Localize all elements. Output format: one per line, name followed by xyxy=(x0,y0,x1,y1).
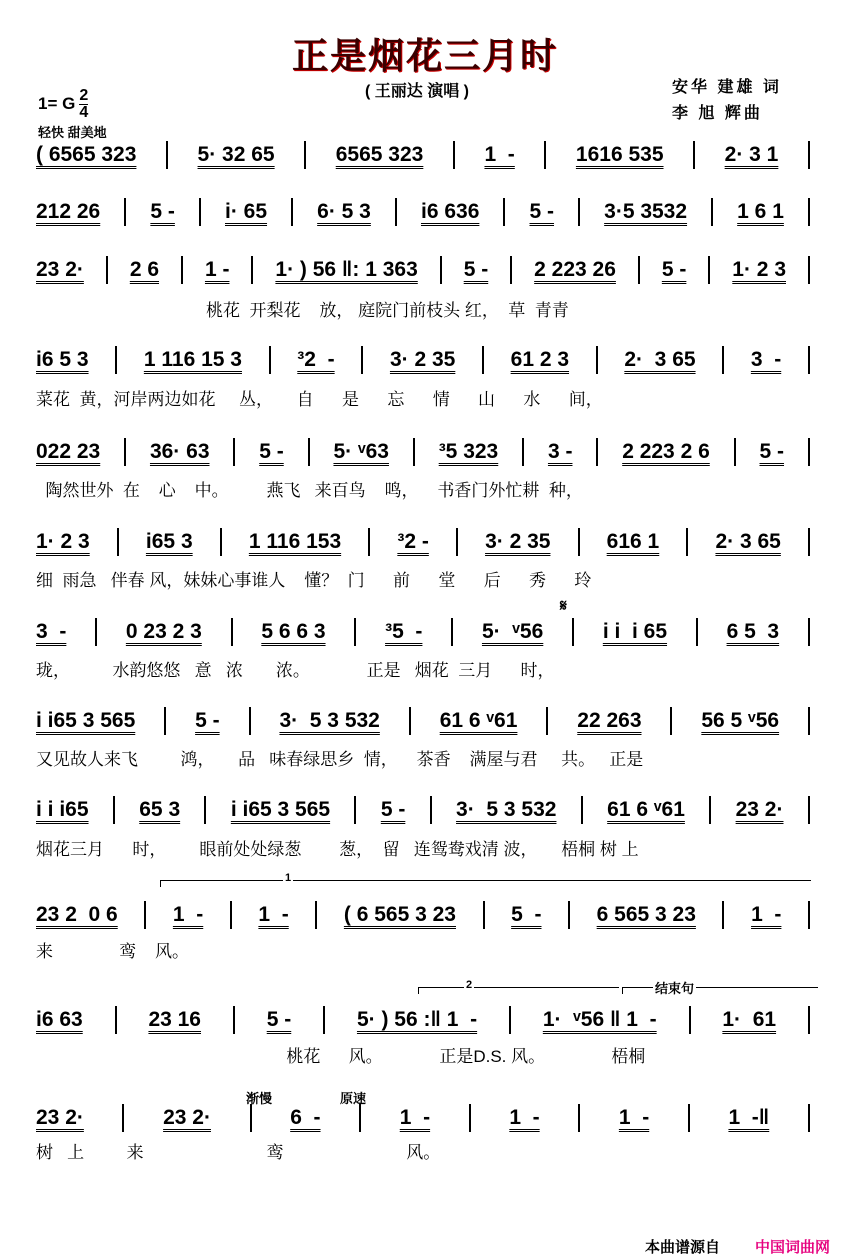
measure: 5· ᵛ63 xyxy=(333,440,389,463)
measure: 61 6 ᵛ61 xyxy=(439,709,518,732)
rit-marking: 渐慢 xyxy=(246,1091,273,1106)
measure: 3· 2 35 xyxy=(485,530,551,553)
bar-line xyxy=(199,198,201,226)
volta-2 xyxy=(418,979,619,994)
bar-line xyxy=(808,346,810,374)
bar-line xyxy=(711,198,713,226)
measure: 61 2 3 xyxy=(510,348,570,371)
bar-line xyxy=(361,346,363,374)
measure: 6565 323 xyxy=(335,143,424,166)
measure: 1 - xyxy=(258,903,289,926)
measure: 3 - xyxy=(750,348,782,371)
bar-line xyxy=(578,1104,580,1132)
lyrics-line: 珑， 水韵悠悠 意 浓 浓。 正是 烟花 三月 时， xyxy=(36,661,555,680)
measure: 3 - xyxy=(547,440,573,463)
measure: 5 - xyxy=(259,440,284,463)
measure: 1 6 1 xyxy=(737,200,784,223)
time-num: 2 xyxy=(79,87,89,104)
bar-line xyxy=(308,438,310,466)
measure: ³5 - xyxy=(385,620,423,643)
volta-2-label: 2 xyxy=(466,979,473,991)
measure: 1 - xyxy=(509,1106,540,1129)
measure: 212 26 xyxy=(36,200,101,223)
measure: 1 - xyxy=(399,1106,431,1129)
bar-line xyxy=(483,901,485,929)
measure: 65 3 xyxy=(139,798,181,821)
score-line xyxy=(36,140,810,170)
bar-line xyxy=(95,618,97,646)
bar-line xyxy=(124,198,126,226)
bar-line xyxy=(117,528,119,556)
measure: 1· 61 xyxy=(722,1008,777,1031)
bar-line xyxy=(291,198,293,226)
measure: 3· 5 3 532 xyxy=(279,709,380,732)
measure: ³5 323 xyxy=(438,440,499,463)
bar-line xyxy=(250,1104,252,1132)
bar-line xyxy=(354,618,356,646)
bar-line xyxy=(115,1006,117,1034)
bar-line xyxy=(686,528,688,556)
bar-line xyxy=(368,528,370,556)
ending-label: 结束句 xyxy=(653,978,696,997)
bar-line xyxy=(440,256,442,284)
score-line xyxy=(36,345,810,375)
measure: 1 - xyxy=(204,258,230,281)
bar-line xyxy=(482,346,484,374)
measure: 5 - xyxy=(759,440,785,463)
score-line xyxy=(36,437,810,467)
measure: 1· 2 3 xyxy=(36,530,90,553)
bar-line xyxy=(693,141,695,169)
bar-line xyxy=(670,707,672,735)
tempo-marking: 轻快 甜美地 xyxy=(38,125,107,140)
measure: 2· 3 65 xyxy=(624,348,696,371)
bar-line xyxy=(453,141,455,169)
bar-line xyxy=(808,796,810,824)
footer-source: 本曲谱源自 xyxy=(645,1239,721,1256)
bar-line xyxy=(546,707,548,735)
measure: 3· 2 35 xyxy=(389,348,456,371)
bar-line xyxy=(578,528,580,556)
measure: ³2 - xyxy=(397,530,429,553)
measure: 1616 535 xyxy=(575,143,664,166)
lyrics-line: 烟花三月 时， 眼前处处绿葱 葱， 留 连鸳鸯戏清 波， 梧桐 树 上 xyxy=(36,840,639,859)
bar-line xyxy=(808,1006,810,1034)
measure: i i65 3 565 xyxy=(36,709,136,732)
bar-line xyxy=(204,796,206,824)
composer: 李 旭 辉曲 xyxy=(672,105,763,122)
measure: 3·5 3532 xyxy=(604,200,688,223)
measure: i i i65 xyxy=(36,798,89,821)
measure: 2· 3 1 xyxy=(724,143,779,166)
lyricist: 安华 建雄 词 xyxy=(672,79,782,96)
time-den: 4 xyxy=(79,104,89,121)
measure: 2 223 26 xyxy=(534,258,616,281)
measure: i i65 3 565 xyxy=(230,798,331,821)
measure: 6 5 3 xyxy=(726,620,780,643)
bar-line xyxy=(315,901,317,929)
bar-line xyxy=(808,618,810,646)
measure: 5 6 6 3 xyxy=(261,620,326,643)
bar-line xyxy=(808,438,810,466)
measure: 23 2· xyxy=(36,258,84,281)
lyrics-line: 桃花 开梨花 放， 庭院门前枝头 红， 草 青青 xyxy=(36,301,569,320)
measure: 23 16 xyxy=(148,1008,201,1031)
bar-line xyxy=(269,346,271,374)
measure: ( 6 565 3 23 xyxy=(343,903,456,926)
measure: 6· 5 3 xyxy=(317,200,371,223)
measure: i· 65 xyxy=(225,200,268,223)
score-line xyxy=(36,617,810,647)
measure: 5 - xyxy=(529,200,555,223)
bar-line xyxy=(689,1006,691,1034)
lyrics-line: 细 雨急 伴春 风，妹妹心事谁人 懂？ 门 前 堂 后 秀 玲 xyxy=(36,571,592,590)
measure: 6 - xyxy=(290,1106,321,1129)
measure: i6 5 3 xyxy=(36,348,89,371)
lyrics-line: 陶然世外 在 心 中。 燕飞 来百鸟 鸣， 书香门外忙耕 种， xyxy=(36,481,583,500)
bar-line xyxy=(251,256,253,284)
measure: 1 - xyxy=(618,1106,650,1129)
bar-line xyxy=(233,1006,235,1034)
bar-line xyxy=(568,901,570,929)
bar-line xyxy=(708,256,710,284)
bar-line xyxy=(451,618,453,646)
volta-1-label: 1 xyxy=(285,872,292,884)
measure: 1· 2 3 xyxy=(732,258,786,281)
measure: 1 116 15 3 xyxy=(143,348,242,371)
bar-line xyxy=(144,901,146,929)
lyrics-line: 来 鸾 风。 xyxy=(36,942,190,961)
measure: 56 5 ᵛ56 xyxy=(701,709,780,732)
bar-line xyxy=(808,1104,810,1132)
bar-line xyxy=(696,618,698,646)
bar-line xyxy=(166,141,168,169)
bar-line xyxy=(395,198,397,226)
measure: 0 23 2 3 xyxy=(125,620,202,643)
measure: 5 - xyxy=(661,258,687,281)
song-title: 正是烟花三月时 xyxy=(291,35,558,76)
bar-line xyxy=(413,438,415,466)
measure: 36· 63 xyxy=(149,440,210,463)
measure: 1 116 153 xyxy=(248,530,342,553)
measure: 2 223 2 6 xyxy=(622,440,710,463)
measure: ( 6565 323 xyxy=(36,143,137,166)
bar-line xyxy=(596,438,598,466)
bar-line xyxy=(304,141,306,169)
bar-line xyxy=(734,438,736,466)
bar-line xyxy=(354,796,356,824)
bar-line xyxy=(572,618,574,646)
measure: i6 636 xyxy=(420,200,480,223)
lyrics-line: 菜花 黄，河岸两边如花 丛， 自 是 忘 情 山 水 间， xyxy=(36,390,603,409)
measure: i65 3 xyxy=(145,530,193,553)
lyrics-line: 树 上 来 鸾 风。 xyxy=(36,1143,441,1162)
measure: 3 - xyxy=(36,620,67,643)
measure: 022 23 xyxy=(36,440,101,463)
measure: 5 - xyxy=(380,798,406,821)
bar-line xyxy=(709,796,711,824)
bar-line xyxy=(359,1104,361,1132)
key-signature xyxy=(38,88,88,121)
score-line xyxy=(36,255,810,285)
bar-line xyxy=(430,796,432,824)
bar-line xyxy=(115,346,117,374)
score-line xyxy=(36,795,810,825)
bar-line xyxy=(106,256,108,284)
measure: 5 - xyxy=(266,1008,292,1031)
measure: 616 1 xyxy=(606,530,660,553)
measure: i6 63 xyxy=(36,1008,83,1031)
measure: 1 - xyxy=(172,903,204,926)
bar-line xyxy=(578,198,580,226)
bar-line xyxy=(122,1104,124,1132)
volta-1 xyxy=(160,872,811,887)
bar-line xyxy=(808,707,810,735)
bar-line xyxy=(544,141,546,169)
measure: 6 565 3 23 xyxy=(596,903,696,926)
bar-line xyxy=(722,901,724,929)
bar-line xyxy=(230,901,232,929)
measure: 22 263 xyxy=(577,709,642,732)
measure: 23 2· xyxy=(163,1106,211,1129)
ending-bracket xyxy=(622,981,818,996)
bar-line xyxy=(808,198,810,226)
bar-line xyxy=(688,1104,690,1132)
bar-line xyxy=(113,796,115,824)
singer: ( 王丽达 演唱 ) xyxy=(365,83,469,100)
measure: 23 2· xyxy=(36,1106,84,1129)
bar-line xyxy=(596,346,598,374)
measure: 3· 5 3 532 xyxy=(456,798,557,821)
bar-line xyxy=(124,438,126,466)
bar-line xyxy=(522,438,524,466)
score-line xyxy=(36,1005,810,1035)
bar-line xyxy=(323,1006,325,1034)
measure: 5 - xyxy=(511,903,542,926)
bar-line xyxy=(469,1104,471,1132)
measure: 1 - xyxy=(751,903,782,926)
lyrics-line: 桃花 风。 正是D.S. 风。 梧桐 xyxy=(36,1047,646,1066)
time-signature xyxy=(79,88,88,121)
bar-line xyxy=(808,141,810,169)
bar-line xyxy=(509,1006,511,1034)
measure: 23 2· xyxy=(735,798,784,821)
bar-line xyxy=(722,346,724,374)
bar-line xyxy=(220,528,222,556)
measure: 1 -‖ xyxy=(728,1106,770,1129)
bar-line xyxy=(808,528,810,556)
bar-line xyxy=(231,618,233,646)
footer-site[interactable]: 中国词曲网 xyxy=(755,1239,831,1256)
a-tempo-marking: 原速 xyxy=(340,1091,367,1106)
measure: i i i 65 xyxy=(602,620,668,643)
bar-line xyxy=(181,256,183,284)
score-line xyxy=(36,197,810,227)
bar-line xyxy=(808,256,810,284)
measure: ³2 - xyxy=(297,348,335,371)
bar-line xyxy=(808,901,810,929)
measure: 1 - xyxy=(484,143,515,166)
score-line xyxy=(36,900,810,930)
bar-line xyxy=(456,528,458,556)
measure: 1· ) 56 ‖: 1 363 xyxy=(275,258,418,281)
bar-line xyxy=(409,707,411,735)
measure: 5· ) 56 :‖ 1 - xyxy=(356,1008,478,1031)
bar-line xyxy=(638,256,640,284)
measure: 5· ᵛ56 xyxy=(481,620,544,643)
score-line xyxy=(36,527,810,557)
segno-icon: 𝄋 xyxy=(560,598,567,615)
bar-line xyxy=(164,707,166,735)
lyrics-line: 又见故人来飞 鸿， 品 味春绿思乡 情， 茶香 满屋与君 共。 正是 xyxy=(36,750,644,769)
measure: 1· ᵛ56 ‖ 1 - xyxy=(542,1008,657,1031)
measure: 2· 3 65 xyxy=(715,530,781,553)
measure: 5 - xyxy=(195,709,220,732)
measure: 61 6 ᵛ61 xyxy=(607,798,685,821)
measure: 23 2 0 6 xyxy=(36,903,118,926)
measure: 2 6 xyxy=(129,258,160,281)
measure: 5 - xyxy=(463,258,489,281)
score-line xyxy=(36,706,810,736)
key: 1= G xyxy=(38,93,76,113)
bar-line xyxy=(233,438,235,466)
measure: 5 - xyxy=(150,200,175,223)
score-line xyxy=(36,1103,810,1133)
measure: 5· 32 65 xyxy=(197,143,275,166)
bar-line xyxy=(249,707,251,735)
bar-line xyxy=(581,796,583,824)
bar-line xyxy=(503,198,505,226)
bar-line xyxy=(510,256,512,284)
